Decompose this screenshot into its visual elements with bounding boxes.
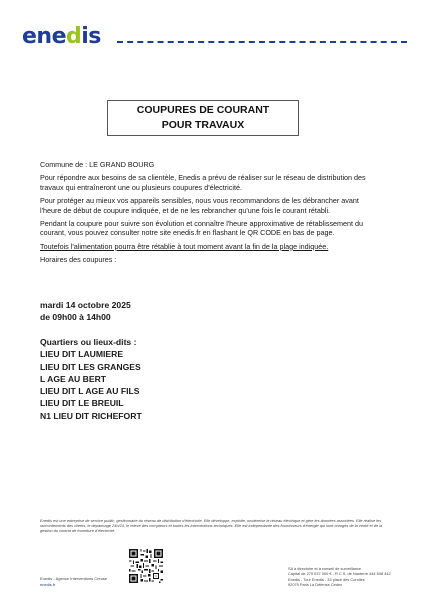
enedis-logo <box>22 24 101 50</box>
schedule-block <box>40 300 131 323</box>
title-box <box>107 100 299 136</box>
company-line-4: 92079 Paris La Défense Cedex <box>288 582 343 588</box>
company-line-3: Enedis - Tour Enedis - 34 place des Corolles <box>288 576 365 582</box>
legal-notice: Enedis est une entreprise de service public, gestionnaire du réseau de distribution d'électricité. Elle développe, exploite, modernise le réseau électrique et gère les données associées. Elle réalise les raccordements des clients, le dépannage 24h/24, le relevé des compteurs et toutes les interventions techniques. Elle est indépendante des fournisseurs d'énergie qui sont chargés de la vente et de la gestion du contrat de fourniture d'électricité. <box>40 518 383 533</box>
schedule-date: mardi 14 octobre 2025 <box>40 300 131 310</box>
header-dashed-line <box>117 41 407 43</box>
place-item: N1 LIEU DIT RICHEFORT <box>40 410 142 421</box>
notice-body <box>40 160 370 269</box>
places-block <box>40 336 142 422</box>
title-line-2: POUR TRAVAUX <box>161 119 245 131</box>
paragraph-3: Pendant la coupure pour suivre son évolution et connaître l'heure approximative de rétablissement du courant, vous pouvez consulter notre site enedis.fr en flashant le QR CODE en bas de page. <box>40 219 364 238</box>
places-heading: Quartiers ou lieux-dits : <box>40 337 137 347</box>
logo-text-d: d <box>66 24 82 49</box>
company-line-1: SA à directoire et à conseil de surveillance <box>288 566 362 571</box>
logo-text-ene: ene <box>22 24 67 49</box>
paragraph-1: Pour répondre aux besoins de sa clientèle, Enedis a prévu de réaliser sur le réseau de distribution des travaux qui entraîneront une ou plusieurs coupures d'électricité. <box>40 173 366 192</box>
title-line-1: COUPURES DE COURANT <box>136 104 270 116</box>
company-line-2: Capital de 270 037 000 € - R.C.S. de Nanterre 444 608 442 <box>288 571 391 577</box>
place-item: L AGE AU BERT <box>40 373 107 384</box>
place-item: LIEU DIT LAUMIERE <box>40 349 124 360</box>
agency-info <box>40 576 107 588</box>
schedule-label: Horaires des coupures : <box>40 255 117 265</box>
agency-name: Enedis - Agence Interventions Creuse <box>40 576 108 581</box>
header <box>22 24 407 50</box>
place-item: LIEU DIT LES GRANGES <box>40 361 141 372</box>
place-item: LIEU DIT LE BREUIL <box>40 398 124 409</box>
paragraph-4: Toutefois l'alimentation pourra être rétablie à tout moment avant la fin de la plage indiquée. <box>40 241 329 251</box>
paragraph-2: Pour protéger au mieux vos appareils sensibles, nous vous recommandons de les débrancher avant l'heure de début de coupure indiquée, et de ne les rebrancher qu'une fois le courant rétabli. <box>40 196 359 215</box>
company-info <box>288 566 391 588</box>
logo-text-is: is <box>81 24 101 49</box>
qr-code-icon[interactable] <box>128 548 164 584</box>
commune: Commune de : LE GRAND BOURG <box>40 160 155 169</box>
site-link[interactable]: enedis.fr <box>40 582 56 587</box>
schedule-time: de 09h00 à 14h00 <box>40 311 111 322</box>
place-item: LIEU DIT L AGE AU FILS <box>40 386 140 397</box>
